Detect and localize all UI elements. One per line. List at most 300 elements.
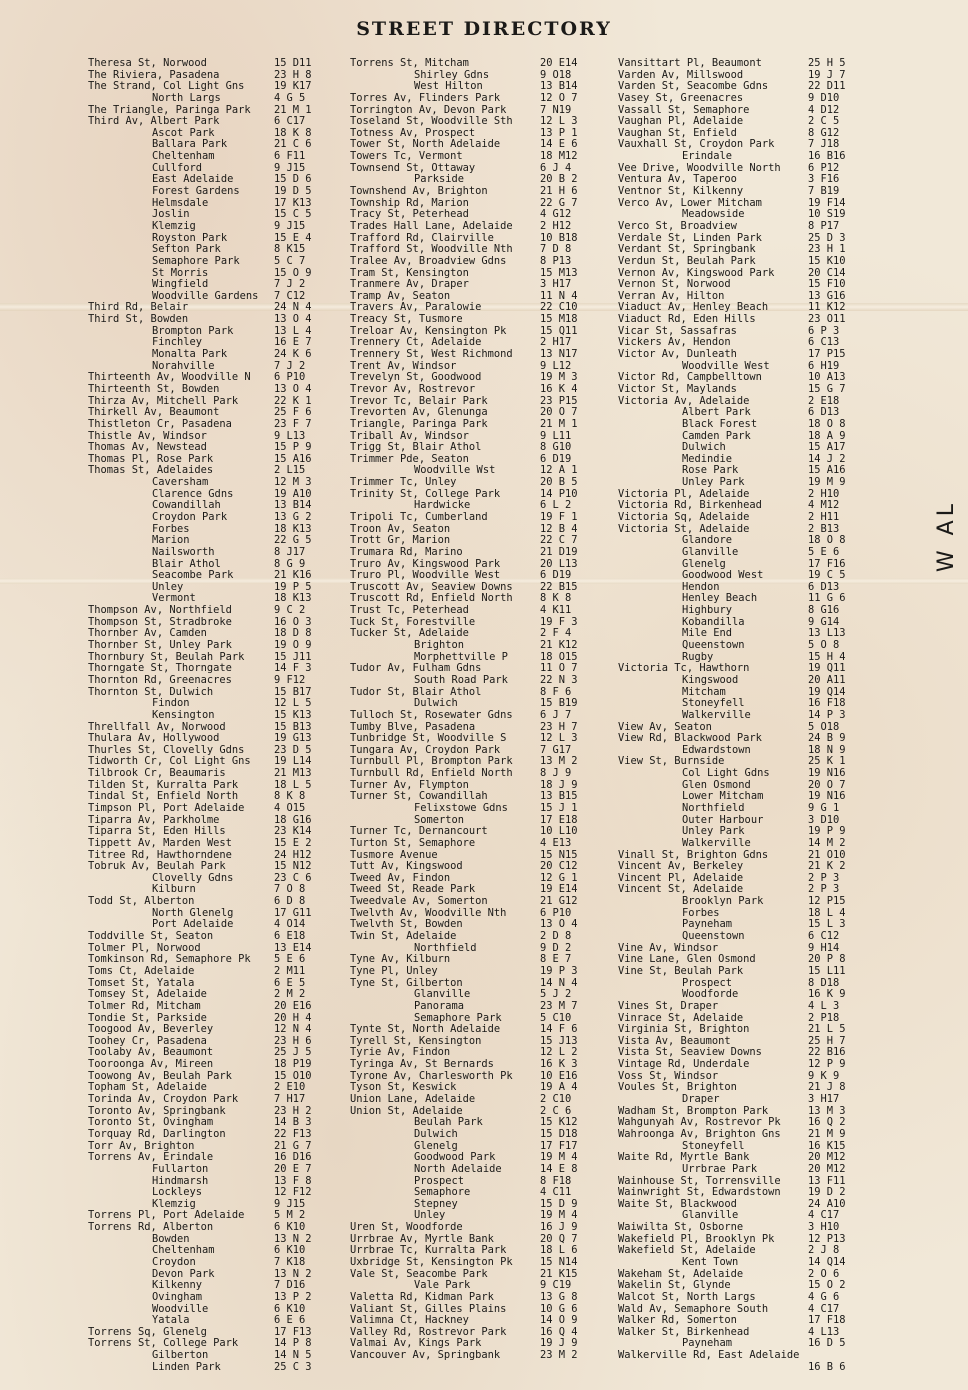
directory-entry	[350, 1094, 612, 1106]
street-name: Thistleton Cr, Pasadena	[88, 418, 232, 430]
map-reference: 14 P10	[540, 488, 578, 500]
map-reference: 7 O 8	[274, 884, 306, 896]
map-reference: 21 M 1	[274, 104, 312, 116]
directory-entry	[88, 652, 340, 664]
directory-entry	[618, 826, 880, 838]
map-reference: 18 L 4	[808, 907, 846, 919]
directory-entry	[88, 768, 340, 780]
street-name: Thornber Av, Camden	[88, 628, 207, 640]
street-name: Trades Hall Lane, Adelaide	[350, 220, 513, 232]
directory-entry	[350, 966, 612, 978]
map-reference: 5 C 7	[274, 255, 306, 267]
directory-entry	[618, 838, 880, 850]
map-reference: 14 N 4	[540, 977, 578, 989]
street-name: Blair Athol	[152, 558, 221, 570]
map-reference: 21 D19	[540, 546, 578, 558]
map-reference: 8 J17	[274, 546, 306, 558]
street-name: Victoria Pl, Adelaide	[618, 488, 750, 500]
street-name: North Largs	[152, 92, 221, 104]
directory-entry	[88, 791, 340, 803]
street-name: Travers Av, Paralowie	[350, 302, 482, 314]
street-name: Townshend Av, Brighton	[350, 186, 488, 198]
map-reference: 2 C10	[540, 1094, 572, 1106]
street-name: Clarence Gdns	[152, 488, 234, 500]
directory-entry	[350, 186, 612, 198]
map-reference: 19 A10	[274, 488, 312, 500]
street-name: Trimmer Pde, Seaton	[350, 453, 469, 465]
map-reference: 4 L 3	[808, 1000, 840, 1012]
street-name: Timpson Pl, Port Adelaide	[88, 803, 245, 814]
directory-entry	[350, 722, 612, 734]
directory-entry	[618, 1164, 880, 1176]
directory-entry	[88, 116, 340, 128]
street-name: Vaughan Pl, Adelaide	[618, 116, 744, 128]
street-name: Threllfall Av, Norwood	[88, 721, 226, 733]
street-name: Felixstowe Gdns	[414, 803, 508, 814]
directory-entry	[88, 431, 340, 443]
directory-entry	[350, 838, 612, 850]
street-name: Yatala	[152, 1315, 190, 1327]
map-reference: 15 L 3	[808, 919, 846, 931]
street-name: Vasey St, Greenacres	[618, 92, 744, 104]
directory-entry	[88, 1082, 340, 1094]
map-reference: 15 A17	[808, 442, 846, 454]
map-reference: 6 E18	[274, 931, 306, 943]
map-reference: 23 F 7	[274, 418, 312, 430]
map-reference: 16 K 9	[808, 989, 846, 1001]
map-reference: 4 M12	[808, 500, 840, 512]
directory-entry	[350, 326, 612, 338]
street-name: Queenstown	[682, 640, 745, 652]
directory-entry	[618, 233, 880, 245]
street-name: Thorngate St, Thorngate	[88, 663, 232, 675]
street-name: Toronto St, Ovingham	[88, 1117, 214, 1129]
directory-entry	[350, 1024, 612, 1036]
map-reference: 14 N 5	[274, 1350, 312, 1362]
map-reference: 7 H17	[274, 1094, 306, 1106]
street-name: Tyringa Av, St Bernards	[350, 1059, 494, 1071]
map-reference: 18 N 9	[808, 744, 846, 756]
map-reference: 6 H19	[808, 360, 840, 372]
street-name: Ventnor St, Kilkenny	[618, 186, 744, 198]
map-reference: 5 J 2	[540, 989, 572, 1001]
street-name: Valetta Rd, Kidman Park	[350, 1291, 494, 1303]
map-reference: 19 K17	[274, 81, 312, 93]
map-reference: 24 B 9	[808, 733, 846, 745]
map-reference: 16 D16	[274, 1152, 312, 1164]
street-name: Tweedvale Av, Somerton	[350, 896, 488, 908]
street-name: Northfield	[414, 942, 477, 954]
map-reference: 15 M13	[540, 267, 578, 279]
directory-entry	[350, 1350, 612, 1362]
directory-entry	[350, 105, 612, 117]
street-name: Treloar Av, Kensington Pk	[350, 325, 507, 337]
street-name: Verdun St, Beulah Park	[618, 255, 756, 267]
directory-entry	[88, 198, 340, 210]
map-reference: 10 G 6	[540, 1303, 578, 1315]
street-name: Vines St, Draper	[618, 1000, 719, 1012]
directory-column-2	[350, 58, 612, 1362]
map-reference: 8 G12	[808, 127, 840, 139]
map-reference: 15 J13	[540, 1035, 578, 1047]
map-reference: 21 H 6	[540, 186, 578, 198]
street-name: Cheltenham	[152, 1245, 215, 1257]
directory-entry	[618, 1269, 880, 1281]
map-reference: 9 D10	[808, 92, 840, 104]
street-name: Trafford Rd, Clairville	[350, 232, 494, 244]
map-reference: 19 D 2	[808, 1187, 846, 1199]
map-reference: 9 G14	[808, 616, 840, 628]
street-name: Glanville	[414, 989, 471, 1001]
street-name: Tripoli Tc, Cumberland	[350, 511, 488, 523]
street-name: Viaduct Av, Henley Beach	[618, 302, 769, 314]
street-name: Tomset St, Yatala	[88, 977, 195, 989]
directory-entry	[350, 593, 612, 605]
street-name: Ballara Park	[152, 139, 228, 151]
street-name: Croydon	[152, 1256, 196, 1268]
map-reference: 2 P 3	[808, 884, 840, 896]
directory-entry	[618, 978, 880, 990]
directory-entry	[618, 1141, 880, 1153]
street-name: Third Rd, Belair	[88, 302, 189, 314]
map-reference: 18 O 8	[808, 535, 846, 547]
directory-entry	[88, 361, 340, 373]
map-reference: 21 J 8	[808, 1082, 846, 1094]
street-name: North Glenelg	[152, 907, 234, 919]
map-reference: 15 H 4	[808, 651, 846, 663]
street-name: Black Forest	[682, 418, 758, 430]
street-name: Triangle, Paringa Park	[350, 418, 488, 430]
directory-column-1	[88, 58, 340, 1373]
map-reference: 20 P 8	[808, 954, 846, 966]
directory-entry	[350, 419, 612, 431]
map-reference: 16 K 4	[540, 383, 578, 395]
street-name: Trafford St, Woodville Nth	[350, 244, 513, 256]
street-name: Stoneyfell	[682, 1140, 745, 1152]
map-reference: 19 J 7	[808, 69, 846, 81]
directory-entry	[88, 978, 340, 990]
map-reference: 19 P 3	[540, 965, 578, 977]
street-name: Torquay Rd, Darlington	[88, 1128, 226, 1140]
directory-entry	[618, 314, 880, 326]
map-reference: 3 H17	[540, 279, 572, 291]
street-name: Wainhouse St, Torrensville	[618, 1175, 781, 1187]
street-name: Kingswood	[682, 674, 739, 686]
directory-entry	[618, 884, 880, 896]
map-reference: 9 L11	[540, 430, 572, 442]
map-reference: 20 B 5	[540, 477, 578, 489]
map-reference: 20 Q 7	[540, 1233, 578, 1245]
map-reference: 19 M 9	[808, 477, 846, 489]
map-reference: 13 P 1	[540, 127, 578, 139]
street-name: Wingfield	[152, 279, 209, 291]
map-reference: 19 D 5	[274, 186, 312, 198]
map-reference: 16 Q 4	[540, 1326, 578, 1338]
directory-entry	[88, 1164, 340, 1176]
street-name: Glanville	[682, 1210, 739, 1222]
street-name: West Hilton	[414, 81, 483, 93]
directory-entry	[350, 663, 612, 675]
street-name: Verdant St, Springbank	[618, 244, 756, 256]
street-name: Triball Av, Windsor	[350, 430, 469, 442]
map-reference: 13 G 2	[274, 511, 312, 523]
street-name: Semaphore Park	[414, 1012, 502, 1024]
street-name: Torinda Av, Croydon Park	[88, 1094, 239, 1106]
map-reference: 12 L 5	[274, 698, 312, 710]
directory-entry	[618, 1280, 880, 1292]
map-reference: 23 O11	[808, 314, 846, 326]
directory-entry	[350, 1036, 612, 1048]
map-reference: 6 P10	[540, 907, 572, 919]
street-name: Trennery St, West Richmond	[350, 349, 513, 361]
street-name: Ventura Av, Taperoo	[618, 174, 737, 186]
directory-entry	[618, 1047, 880, 1059]
directory-entry	[618, 361, 880, 373]
street-name: Thirkell Av, Beaumont	[88, 407, 220, 419]
directory-entry	[350, 70, 612, 82]
directory-entry	[350, 163, 612, 175]
map-reference: 13 B15	[540, 791, 578, 803]
directory-entry	[350, 221, 612, 233]
street-name: Col Light Gdns	[682, 768, 770, 780]
map-reference: 2 E10	[274, 1082, 306, 1094]
directory-entry	[88, 1187, 340, 1199]
map-reference: 15 D 6	[274, 174, 312, 186]
directory-entry	[88, 663, 340, 675]
map-reference: 12 L 3	[540, 116, 578, 128]
directory-entry	[88, 1269, 340, 1281]
map-reference: 2 M11	[274, 965, 306, 977]
directory-entry	[88, 1001, 340, 1013]
map-reference: 8 E 7	[540, 954, 572, 966]
directory-entry	[618, 1315, 880, 1327]
street-name: Torrens Sq, Glenelg	[88, 1326, 207, 1338]
street-name: Vaughan St, Enfield	[618, 127, 737, 139]
directory-entry	[618, 116, 880, 128]
map-reference: 22 D11	[808, 81, 846, 93]
map-reference: 2 B13	[808, 523, 840, 535]
map-reference: 23 P15	[540, 395, 578, 407]
map-reference: 9 F12	[274, 674, 306, 686]
directory-entry	[350, 1245, 612, 1257]
directory-entry	[88, 1292, 340, 1304]
map-reference: 8 G 9	[274, 558, 306, 570]
street-name: Marion	[152, 535, 190, 547]
map-reference: 17 P15	[808, 349, 846, 361]
directory-entry	[618, 291, 880, 303]
directory-entry	[88, 1094, 340, 1106]
directory-entry	[350, 128, 612, 140]
directory-entry	[350, 582, 612, 594]
directory-column-3	[618, 58, 880, 1373]
street-name: View St, Burnside	[618, 756, 725, 768]
directory-entry	[618, 663, 880, 675]
street-name: Verdale St, Linden Park	[618, 232, 762, 244]
street-name: Vernon St, Norwood	[618, 279, 731, 291]
map-reference: 21 L 5	[808, 1024, 846, 1036]
street-name: Torrens Av, Erindale	[88, 1152, 214, 1164]
map-reference: 20 E16	[274, 1000, 312, 1012]
street-name: Kensington	[152, 709, 215, 721]
street-name: Tyne Av, Kilburn	[350, 954, 451, 966]
map-reference: 16 K 3	[540, 1059, 578, 1071]
map-reference: 19 F14	[808, 197, 846, 209]
street-name: Thornbury St, Beulah Park	[88, 651, 245, 663]
map-reference: 2 O 6	[808, 1268, 840, 1280]
street-name: Dulwich	[682, 442, 726, 454]
map-reference: 15 E 4	[274, 232, 312, 244]
map-reference: 8 P13	[540, 255, 572, 267]
street-name: Goodwood West	[682, 570, 764, 582]
directory-entry	[88, 873, 340, 885]
map-reference: 2 H12	[540, 220, 572, 232]
street-name: Toohey Cr, Pasadena	[88, 1035, 207, 1047]
map-reference: 9 C 2	[274, 605, 306, 617]
street-name: Vauxhall St, Croydon Park	[618, 139, 775, 151]
street-name: Erindale	[682, 151, 733, 163]
street-name: Tyrone Av, Charlesworth Pk	[350, 1070, 513, 1082]
map-reference: 21 G12	[540, 896, 578, 908]
street-name: Tranmere Av, Draper	[350, 279, 469, 291]
map-reference: 18 D 8	[274, 628, 312, 640]
directory-entry	[88, 954, 340, 966]
directory-entry	[618, 547, 880, 559]
street-name: Valley Rd, Rostrevor Park	[350, 1326, 507, 1338]
map-reference: 6 D 8	[274, 896, 306, 908]
street-name: Thirza Av, Mitchell Park	[88, 395, 239, 407]
street-name: Tramp Av, Seaton	[350, 290, 451, 302]
directory-entry	[88, 302, 340, 314]
map-reference: 23 H 7	[540, 721, 578, 733]
street-name: Glandore	[682, 535, 733, 547]
street-name: View Av, Seaton	[618, 721, 712, 733]
directory-entry	[88, 1036, 340, 1048]
directory-entry	[350, 431, 612, 443]
map-reference: 18 A 9	[808, 430, 846, 442]
directory-entry	[88, 675, 340, 687]
street-name: Tutt Av, Kingswood	[350, 861, 463, 873]
street-name: Prospect	[414, 1175, 465, 1187]
street-name: Wahgunyah Av, Rostrevor Pk	[618, 1117, 781, 1129]
street-name: Torrens Rd, Alberton	[88, 1222, 214, 1234]
street-name: Stepney	[414, 1198, 458, 1210]
directory-entry	[618, 1024, 880, 1036]
map-reference: 10 S19	[808, 209, 846, 221]
directory-entry	[350, 815, 612, 827]
street-name: Vine Lane, Glen Osmond	[618, 954, 756, 966]
directory-entry	[88, 1245, 340, 1257]
map-reference: 17 F17	[540, 1140, 578, 1152]
map-reference: 16 B 6	[808, 1361, 846, 1373]
map-reference: 18 M12	[540, 151, 578, 163]
directory-entry	[350, 233, 612, 245]
street-name: Vernon Av, Kingswood Park	[618, 267, 775, 279]
directory-entry	[350, 1222, 612, 1234]
directory-entry	[350, 256, 612, 268]
map-reference: 6 D19	[540, 570, 572, 582]
street-name: Devon Park	[152, 1268, 215, 1280]
map-reference: 11 O 7	[540, 663, 578, 675]
map-reference: 11 G 6	[808, 593, 846, 605]
map-reference: 19 N16	[808, 791, 846, 803]
map-reference: 20 B 2	[540, 174, 578, 186]
directory-entry	[88, 1152, 340, 1164]
street-name: Trinity St, College Park	[350, 488, 501, 500]
street-name: Victoria Sq, Adelaide	[618, 511, 750, 523]
map-reference: 19 A 4	[540, 1082, 578, 1094]
street-name: Klemzig	[152, 1198, 196, 1210]
map-reference: 19 O 9	[274, 640, 312, 652]
map-reference: 2 L15	[274, 465, 306, 477]
directory-entry	[350, 1106, 612, 1118]
street-name: Victor Rd, Campbelltown	[618, 372, 762, 384]
map-reference: 8 G16	[808, 605, 840, 617]
street-name: Third Av, Albert Park	[88, 116, 220, 128]
map-reference: 15 C 5	[274, 209, 312, 221]
street-name: Vincent Pl, Adelaide	[618, 872, 744, 884]
street-name: Virginia St, Brighton	[618, 1024, 750, 1036]
street-name: Trust Tc, Peterhead	[350, 605, 469, 617]
street-name: Woodville Wst	[414, 465, 496, 477]
map-reference: 23 M 2	[540, 1350, 578, 1362]
map-reference: 3 D10	[808, 814, 840, 826]
map-reference: 17 K13	[274, 197, 312, 209]
directory-entry	[88, 151, 340, 163]
map-reference: 2 P 3	[808, 872, 840, 884]
map-reference: 11 N 4	[540, 290, 578, 302]
directory-entry	[88, 465, 340, 477]
directory-entry	[618, 174, 880, 186]
street-name: Thompson St, Stradbroke	[88, 616, 232, 628]
map-reference: 23 C 6	[274, 872, 312, 884]
street-name: Camden Park	[682, 430, 751, 442]
map-reference: 8 J 9	[540, 768, 572, 780]
street-name: Truscott Rd, Enfield North	[350, 593, 513, 605]
map-reference: 14 O 9	[540, 1315, 578, 1327]
street-name: Victoria St, Adelaide	[618, 523, 750, 535]
directory-entry	[350, 1047, 612, 1059]
directory-entry	[88, 698, 340, 710]
street-name: Torrens St, Mitcham	[350, 58, 469, 69]
street-name: Wakeham St, Adelaide	[618, 1268, 744, 1280]
directory-entry	[88, 58, 340, 70]
map-reference: 17 F13	[274, 1326, 312, 1338]
street-name: Turner Av, Flympton	[350, 779, 469, 791]
directory-entry	[88, 349, 340, 361]
street-name: Meadowside	[682, 209, 745, 221]
street-name: Tyrie Av, Findon	[350, 1047, 451, 1059]
directory-entry	[350, 1304, 612, 1316]
directory-entry	[618, 93, 880, 105]
map-reference: 2 M 2	[274, 989, 306, 1001]
street-name: Clovelly Gdns	[152, 872, 234, 884]
directory-entry	[350, 640, 612, 652]
directory-entry	[350, 268, 612, 280]
directory-entry	[618, 1001, 880, 1013]
street-name: Union St, Adelaide	[350, 1105, 463, 1117]
street-name: Monalta Park	[152, 349, 228, 361]
directory-entry	[350, 302, 612, 314]
street-name: Trent Av, Windsor	[350, 360, 457, 372]
street-name: Glen Osmond	[682, 779, 751, 791]
directory-entry	[618, 489, 880, 501]
map-reference: 11 K12	[808, 302, 846, 314]
directory-entry	[350, 559, 612, 571]
map-reference: 24 H12	[274, 849, 312, 861]
directory-entry	[350, 652, 612, 664]
directory-entry	[88, 1222, 340, 1234]
map-reference: 16 B16	[808, 151, 846, 163]
